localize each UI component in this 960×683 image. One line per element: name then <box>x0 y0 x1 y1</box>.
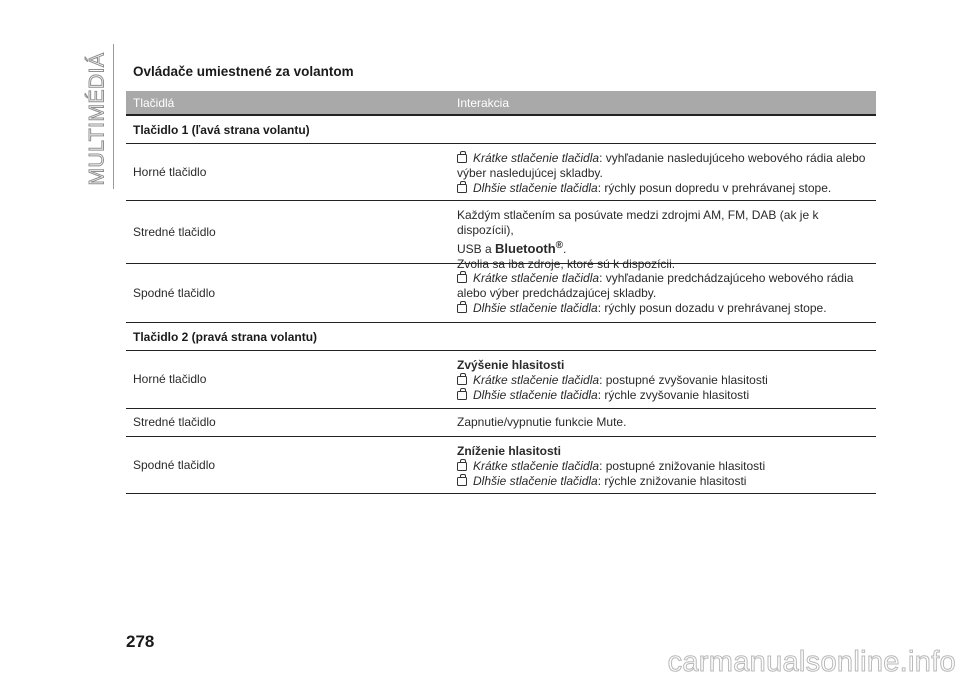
list-item: Dlhšie stlačenie tlačidla: rýchly posun dozadu v prehrávanej stope. <box>457 301 876 316</box>
watermark: carmanualsonline.info <box>667 646 956 678</box>
long-press-icon <box>457 391 467 400</box>
list-item: Krátke stlačenie tlačidla: postupné znižovanie hlasitosti <box>457 459 876 474</box>
row-button-label: Stredné tlačidlo <box>133 415 216 429</box>
row-button-label: Horné tlačidlo <box>133 164 207 179</box>
row-interaction <box>457 437 876 493</box>
section-side-tab <box>84 44 110 194</box>
table-row <box>126 409 876 437</box>
long-press-icon <box>457 477 467 486</box>
side-divider <box>113 44 114 189</box>
long-press-icon <box>457 304 467 313</box>
short-press-icon <box>457 462 467 471</box>
short-press-icon <box>457 376 467 385</box>
row-interaction: Každým stlačením sa posúvate medzi zdrojmi AM, FM, DAB (ak je k dispozícii), USB a Bluetooth®. Zvolia sa iba zdroje, ktoré sú k dispozícii. <box>457 208 819 271</box>
group-heading-button-2: Tlačidlo 2 (pravá strana volantu) <box>126 323 876 351</box>
row-button-label: Spodné tlačidlo <box>133 285 216 300</box>
row-interaction <box>457 144 876 200</box>
short-press-icon <box>457 274 467 283</box>
page-number: 278 <box>126 632 155 651</box>
bluetooth-label: Bluetooth <box>495 241 556 256</box>
controls-table <box>126 91 876 494</box>
row-interaction <box>457 351 876 408</box>
list-item: Krátke stlačenie tlačidla: postupné zvyšovanie hlasitosti <box>457 373 876 388</box>
group-heading-button-1: Tlačidlo 1 (ľavá strana volantu) <box>126 114 876 144</box>
table-header <box>126 91 876 114</box>
table-row <box>126 351 876 409</box>
page-title: Ovládače umiestnené za volantom <box>133 64 354 79</box>
row-heading: Zvýšenie hlasitosti <box>457 358 565 372</box>
table-row <box>126 437 876 494</box>
row-button-label: Spodné tlačidlo <box>133 457 216 472</box>
row-interaction <box>457 264 876 322</box>
list-item: Dlhšie stlačenie tlačidla: rýchly posun dopredu v prehrávanej stope. <box>457 181 876 196</box>
header-buttons: Tlačidlá <box>133 95 175 110</box>
list-item: Dlhšie stlačenie tlačidla: rýchle zvyšovanie hlasitosti <box>457 388 876 403</box>
table-row <box>126 264 876 323</box>
list-item: Krátke stlačenie tlačidla: vyhľadanie nasledujúceho webového rádia alebo výber nasledujúcej skladby. <box>457 151 866 180</box>
row-heading: Zníženie hlasitosti <box>457 444 562 458</box>
section-side-tab-label: MULTIMÉDIÁ <box>85 52 109 186</box>
short-press-icon <box>457 154 467 163</box>
long-press-icon <box>457 184 467 193</box>
header-interaction: Interakcia <box>457 95 510 110</box>
list-item: Krátke stlačenie tlačidla: vyhľadanie predchádzajúceho webového rádia alebo výber predchádzajúcej skladby. <box>457 271 854 300</box>
list-item: Dlhšie stlačenie tlačidla: rýchle znižovanie hlasitosti <box>457 474 876 489</box>
row-button-label: Horné tlačidlo <box>133 372 207 386</box>
table-row <box>126 144 876 201</box>
row-button-label: Stredné tlačidlo <box>133 224 216 239</box>
table-row <box>126 201 876 271</box>
row-interaction: Zapnutie/vypnutie funkcie Mute. <box>457 415 627 429</box>
